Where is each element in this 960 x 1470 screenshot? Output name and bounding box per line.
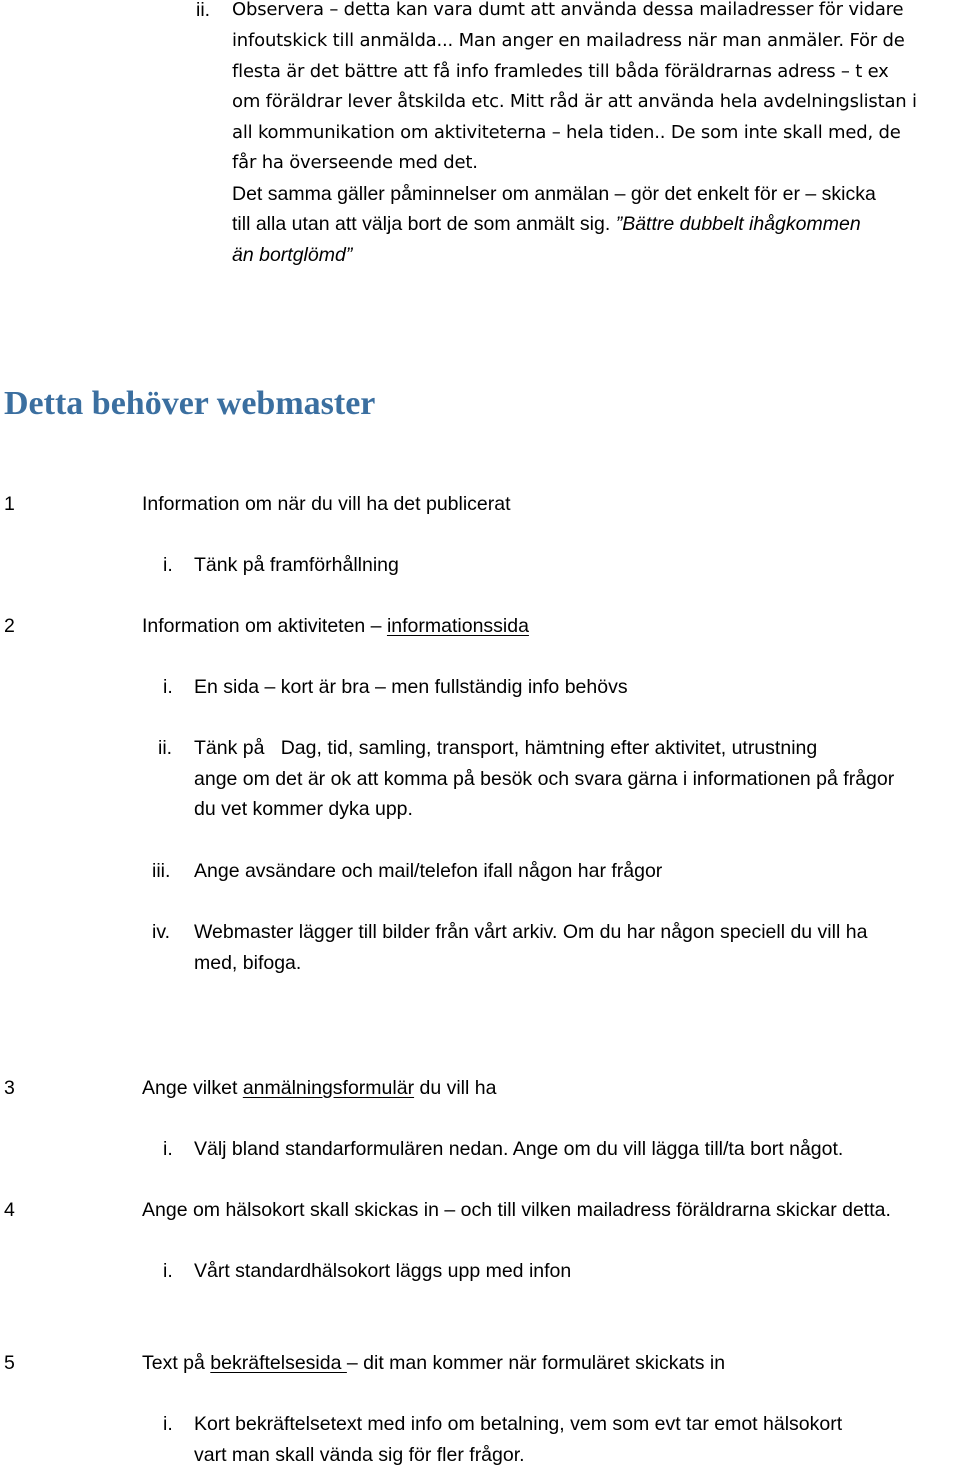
section-heading: Detta behöver webmaster	[4, 385, 376, 422]
subitem-text: Tänk på framförhållning	[194, 554, 399, 576]
subitem-text: ange om det är ok att komma på besök och svara gärna i informationen på frågor	[194, 768, 895, 790]
list-marker: ii.	[158, 737, 173, 759]
intro-line-part: om föräldrar lever åtskilda etc.	[232, 91, 505, 112]
list-marker: i.	[163, 676, 173, 698]
list-marker: i.	[163, 1260, 173, 1282]
list-marker: iv.	[152, 921, 171, 943]
subitem-text: Webmaster lägger till bilder från vårt arkiv. Om du har någon speciell du vill ha	[194, 921, 868, 943]
item-text-part: – dit man kommer när formuläret skickats in	[346, 1352, 726, 1374]
intro-line-part: till alla utan att välja bort de som anmält sig.	[232, 213, 611, 235]
anmalningsformular-link[interactable]: anmälningsformulär	[242, 1077, 415, 1099]
subitem-text: du vet kommer dyka upp.	[194, 798, 413, 820]
subitem-text: Ange avsändare och mail/telefon ifall någon har frågor	[194, 860, 663, 882]
subitem-text: med, bifoga.	[194, 952, 302, 974]
quote-text: ”Bättre dubbelt ihågkommen	[615, 213, 861, 235]
intro-line: Det samma gäller påminnelser om anmälan – gör det enkelt för er – skicka	[232, 183, 876, 205]
item-text	[142, 1348, 725, 1378]
subitem-text: Välj bland standarformulären nedan. Ange om du vill lägga till/ta bort något.	[194, 1138, 844, 1160]
quote-text: än bortglömd”	[232, 244, 353, 266]
item-text	[142, 611, 529, 641]
list-marker: i.	[163, 1413, 173, 1435]
intro-line-part: De som inte skall med, de	[670, 122, 901, 143]
item-number: 5	[4, 1352, 15, 1374]
informationssida-link[interactable]: informationssida	[386, 615, 529, 637]
subitem-text: vart man skall vända sig för fler frågor.	[194, 1444, 525, 1466]
item-number: 1	[4, 493, 15, 515]
intro-line-part: all kommunikation om aktiviteterna – hela tiden..	[232, 122, 666, 143]
list-marker: ii.	[196, 0, 211, 21]
intro-line	[232, 118, 901, 148]
list-marker: i.	[163, 1138, 173, 1160]
subitem-text: Kort bekräftelsetext med info om betalning, vem som evt tar emot hälsokort	[194, 1413, 843, 1435]
list-marker: iii.	[152, 860, 171, 882]
intro-line: flesta är det bättre att få info framledes till båda föräldrarnas adress – t ex	[232, 61, 889, 82]
subitem-text: Tänk på Dag, tid, samling, transport, hämtning efter aktivitet, utrustning	[194, 737, 818, 759]
item-text: Information om när du vill ha det publicerat	[142, 493, 511, 515]
item-text-part: du vill ha	[414, 1077, 497, 1099]
item-text	[142, 1073, 496, 1103]
item-text-part: Text på	[142, 1352, 211, 1374]
intro-line: Observera – detta kan vara dumt att använda dessa mailadresser för vidare	[232, 0, 904, 20]
bekraftelsesida-link[interactable]: bekräftelsesida	[210, 1352, 347, 1374]
intro-line: infoutskick till anmälda... Man anger en mailadress när man anmäler. För de	[232, 30, 905, 51]
subitem-text: Vårt standardhälsokort läggs upp med infon	[194, 1260, 572, 1282]
subitem-text: En sida – kort är bra – men fullständig info behövs	[194, 676, 628, 698]
item-number: 2	[4, 615, 15, 637]
item-number: 4	[4, 1199, 15, 1221]
item-text-part: Ange vilket	[142, 1077, 243, 1099]
item-text-part: Information om aktiviteten –	[142, 615, 387, 637]
intro-line	[232, 209, 861, 239]
intro-line	[232, 87, 917, 117]
intro-line: får ha överseende med det.	[232, 152, 478, 173]
item-text: Ange om hälsokort skall skickas in – och till vilken mailadress föräldrarna skickar detta.	[142, 1199, 891, 1221]
intro-line-part: Mitt råd är att använda hela avdelningslistan i	[509, 91, 917, 112]
list-marker: i.	[163, 554, 173, 576]
item-number: 3	[4, 1077, 15, 1099]
